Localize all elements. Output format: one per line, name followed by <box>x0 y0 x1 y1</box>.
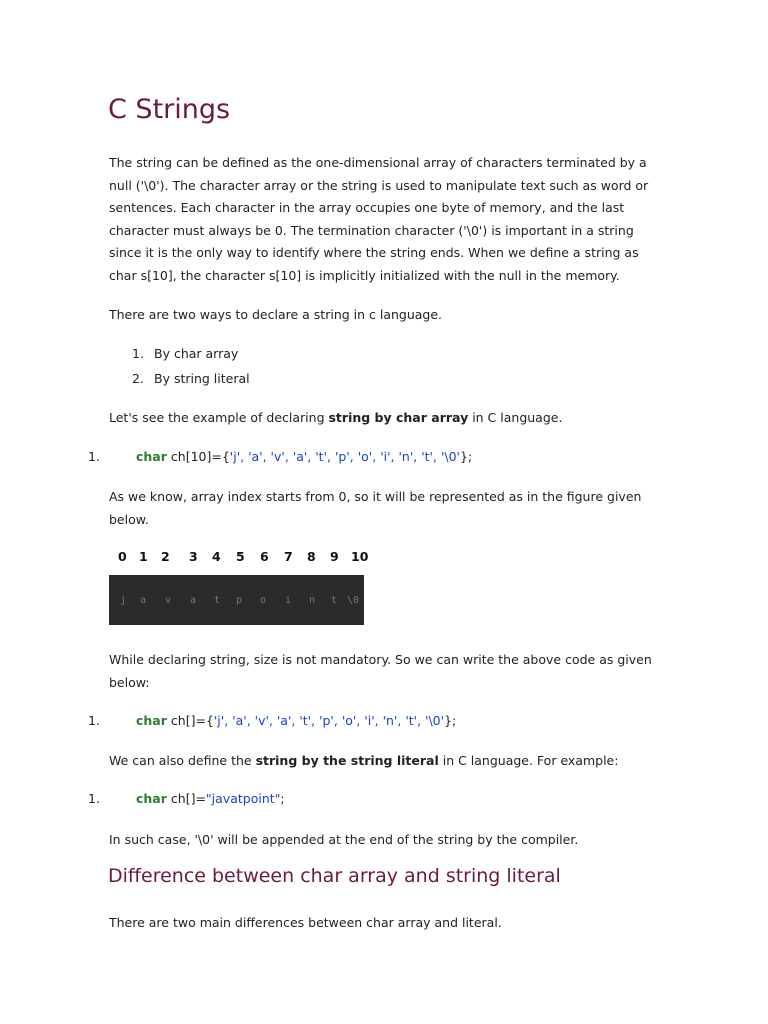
code3-string: "javatpoint" <box>205 791 281 806</box>
example1-before: Let's see the example of declaring <box>109 410 329 425</box>
diff-text: There are two main differences between char array and literal. <box>109 915 502 930</box>
char-array-strip <box>109 575 364 625</box>
example1-bold: string by char array <box>328 410 469 425</box>
array-cell: t <box>214 595 221 606</box>
example2-bold: string by the string literal <box>255 753 439 768</box>
list-item-number: 1. <box>132 346 144 361</box>
index-label: 9 <box>330 549 339 564</box>
example2-after: in C language. For example: <box>438 753 619 768</box>
intro-paragraph: The string can be defined as the one-dimensional array of characters terminated by a null ('\0'). The character array or the string is used to manipulate text such as word or sentences. Each character in the array occupies one byte of memory, and the last character must always be 0. The termination character ('\0') is important in a string since it is the only way to identify where the string ends. When we define a string as char s[10], the character s[10] is implicitly initialized with the null in the memory. <box>109 155 649 283</box>
code2-chars: 'j', 'a', 'v', 'a', 't', 'p', 'o', 'i', 'n', 't', '\0' <box>213 713 445 728</box>
example1-after: in C language. <box>468 410 563 425</box>
array-cell: o <box>260 595 267 606</box>
list-item: By char array <box>154 346 239 361</box>
code1-keyword: char <box>136 449 167 464</box>
array-cell: i <box>285 595 292 606</box>
index-label: 6 <box>260 549 269 564</box>
array-cell: a <box>190 595 197 606</box>
example1-text <box>109 409 562 427</box>
code3-line-number: 1. <box>88 791 100 806</box>
code1-chars: 'j', 'a', 'v', 'a', 't', 'p', 'o', 'i', 'n', 't', '\0' <box>229 449 460 464</box>
array-cell: v <box>165 595 172 606</box>
code2-line-number: 1. <box>88 713 100 728</box>
code1-plain: ch[10]={ <box>166 449 230 464</box>
code1-end: }; <box>459 449 473 464</box>
ways-intro: There are two ways to declare a string in c language. <box>109 307 443 322</box>
code1-line-number: 1. <box>88 449 100 464</box>
index-label: 10 <box>351 549 369 564</box>
array-cell: t <box>331 595 338 606</box>
code3-keyword: char <box>136 791 167 806</box>
index-paragraph: As we know, array index starts from 0, so it will be represented as in the figure given below. <box>109 489 642 527</box>
code2-plain: ch[]={ <box>166 713 214 728</box>
index-label: 2 <box>161 549 170 564</box>
code3-end: ; <box>280 791 285 806</box>
array-cell: \0 <box>347 595 360 606</box>
index-label: 7 <box>284 549 293 564</box>
index-label: 1 <box>139 549 148 564</box>
code2-end: }; <box>444 713 457 728</box>
code3-plain: ch[]= <box>166 791 206 806</box>
array-cell: p <box>236 595 243 606</box>
index-label: 8 <box>307 549 316 564</box>
list-item: By string literal <box>154 371 250 386</box>
code2-keyword: char <box>136 713 167 728</box>
index-label: 5 <box>236 549 245 564</box>
index-label: 3 <box>189 549 198 564</box>
append-text: In such case, '\0' will be appended at the end of the string by the compiler. <box>109 832 579 847</box>
array-cell: a <box>140 595 147 606</box>
page-title: C Strings <box>108 94 231 125</box>
code1-block <box>136 448 472 466</box>
index-label: 0 <box>118 549 127 564</box>
size-paragraph: While declaring string, size is not mandatory. So we can write the above code as given below: <box>109 652 652 690</box>
example2-before: We can also define the <box>109 753 256 768</box>
code3-block <box>136 790 285 808</box>
index-label: 4 <box>212 549 221 564</box>
code2-block <box>136 712 456 730</box>
array-cell: j <box>120 595 127 606</box>
section-title: Difference between char array and string literal <box>108 865 561 887</box>
example2-text <box>109 752 618 770</box>
array-cell: n <box>309 595 316 606</box>
list-item-number: 2. <box>132 371 144 386</box>
